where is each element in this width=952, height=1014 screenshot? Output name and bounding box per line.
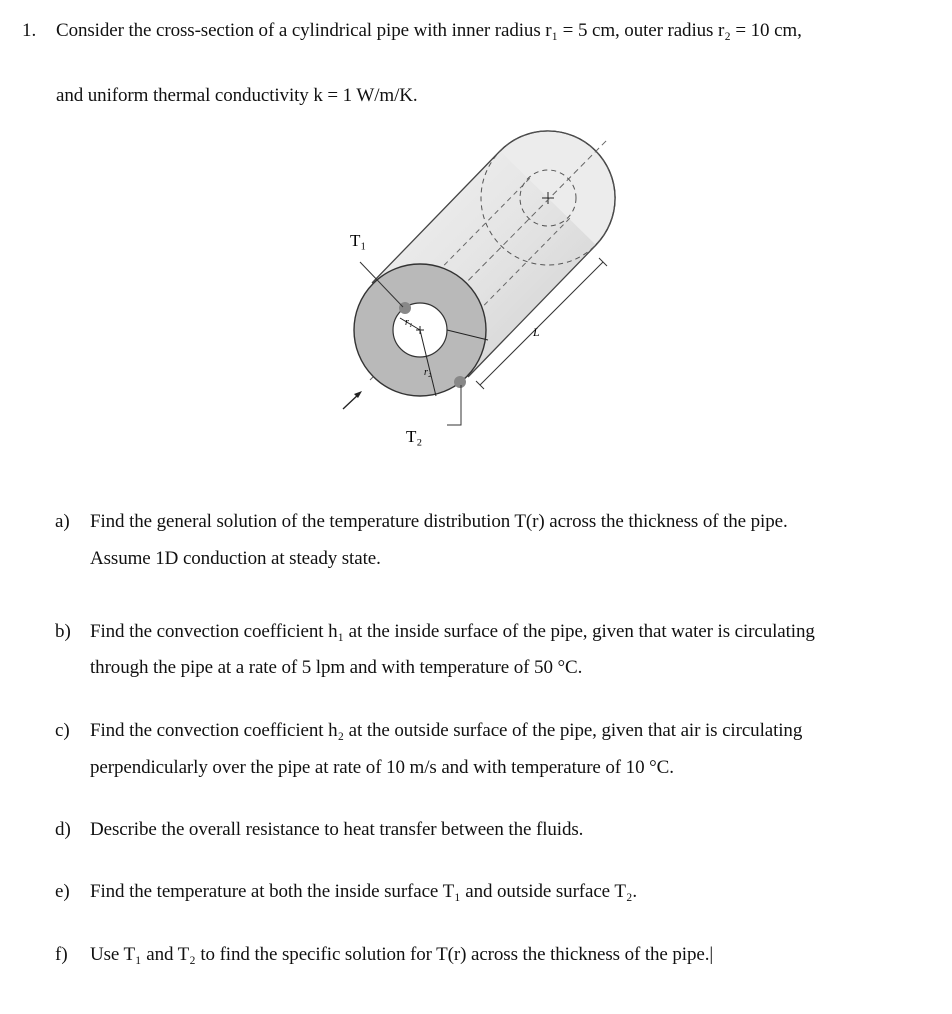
label-length: L [533, 325, 540, 339]
part-text: Assume 1D conduction at steady state. [90, 548, 381, 569]
part-text: Find the temperature at both the inside surface T₁ and outside surface T₂. [90, 881, 638, 902]
part-text: Find the general solution of the temperature distribution T(r) across the thickness of the pipe. [90, 511, 788, 532]
problem-statement-line-2: and uniform thermal conductivity k = 1 W/m/K. [56, 85, 418, 106]
part-label: f) [55, 944, 68, 965]
front-ring [343, 262, 488, 425]
problem-number: 1. [22, 20, 37, 41]
part-label: e) [55, 881, 70, 902]
label-t1: T₁ [350, 231, 367, 250]
part-text: Find the convection coefficient h₂ at the outside surface of the pipe, given that air is circulating [90, 720, 803, 741]
label-r2: r₂ [424, 367, 432, 378]
part-text: Use T₁ and T₂ to find the specific solution for T(r) across the thickness of the pipe.| [90, 944, 714, 965]
label-r1: r₁ [405, 317, 413, 328]
part-text: Describe the overall resistance to heat transfer between the fluids. [90, 819, 584, 840]
part-label: d) [55, 819, 71, 840]
part-label: b) [55, 621, 71, 642]
part-text: through the pipe at a rate of 5 lpm and with temperature of 50 °C. [90, 657, 583, 678]
problem-statement-line-1: Consider the cross-section of a cylindrical pipe with inner radius r₁ = 5 cm, outer radius r₂ = 10 cm, [56, 20, 802, 41]
part-label: a) [55, 511, 70, 532]
part-label: c) [55, 720, 70, 741]
label-t2: T₂ [406, 427, 423, 446]
part-text: perpendicularly over the pipe at rate of 10 m/s and with temperature of 10 °C. [90, 757, 674, 778]
part-text: Find the convection coefficient h₁ at the inside surface of the pipe, given that water is circulating [90, 621, 815, 642]
